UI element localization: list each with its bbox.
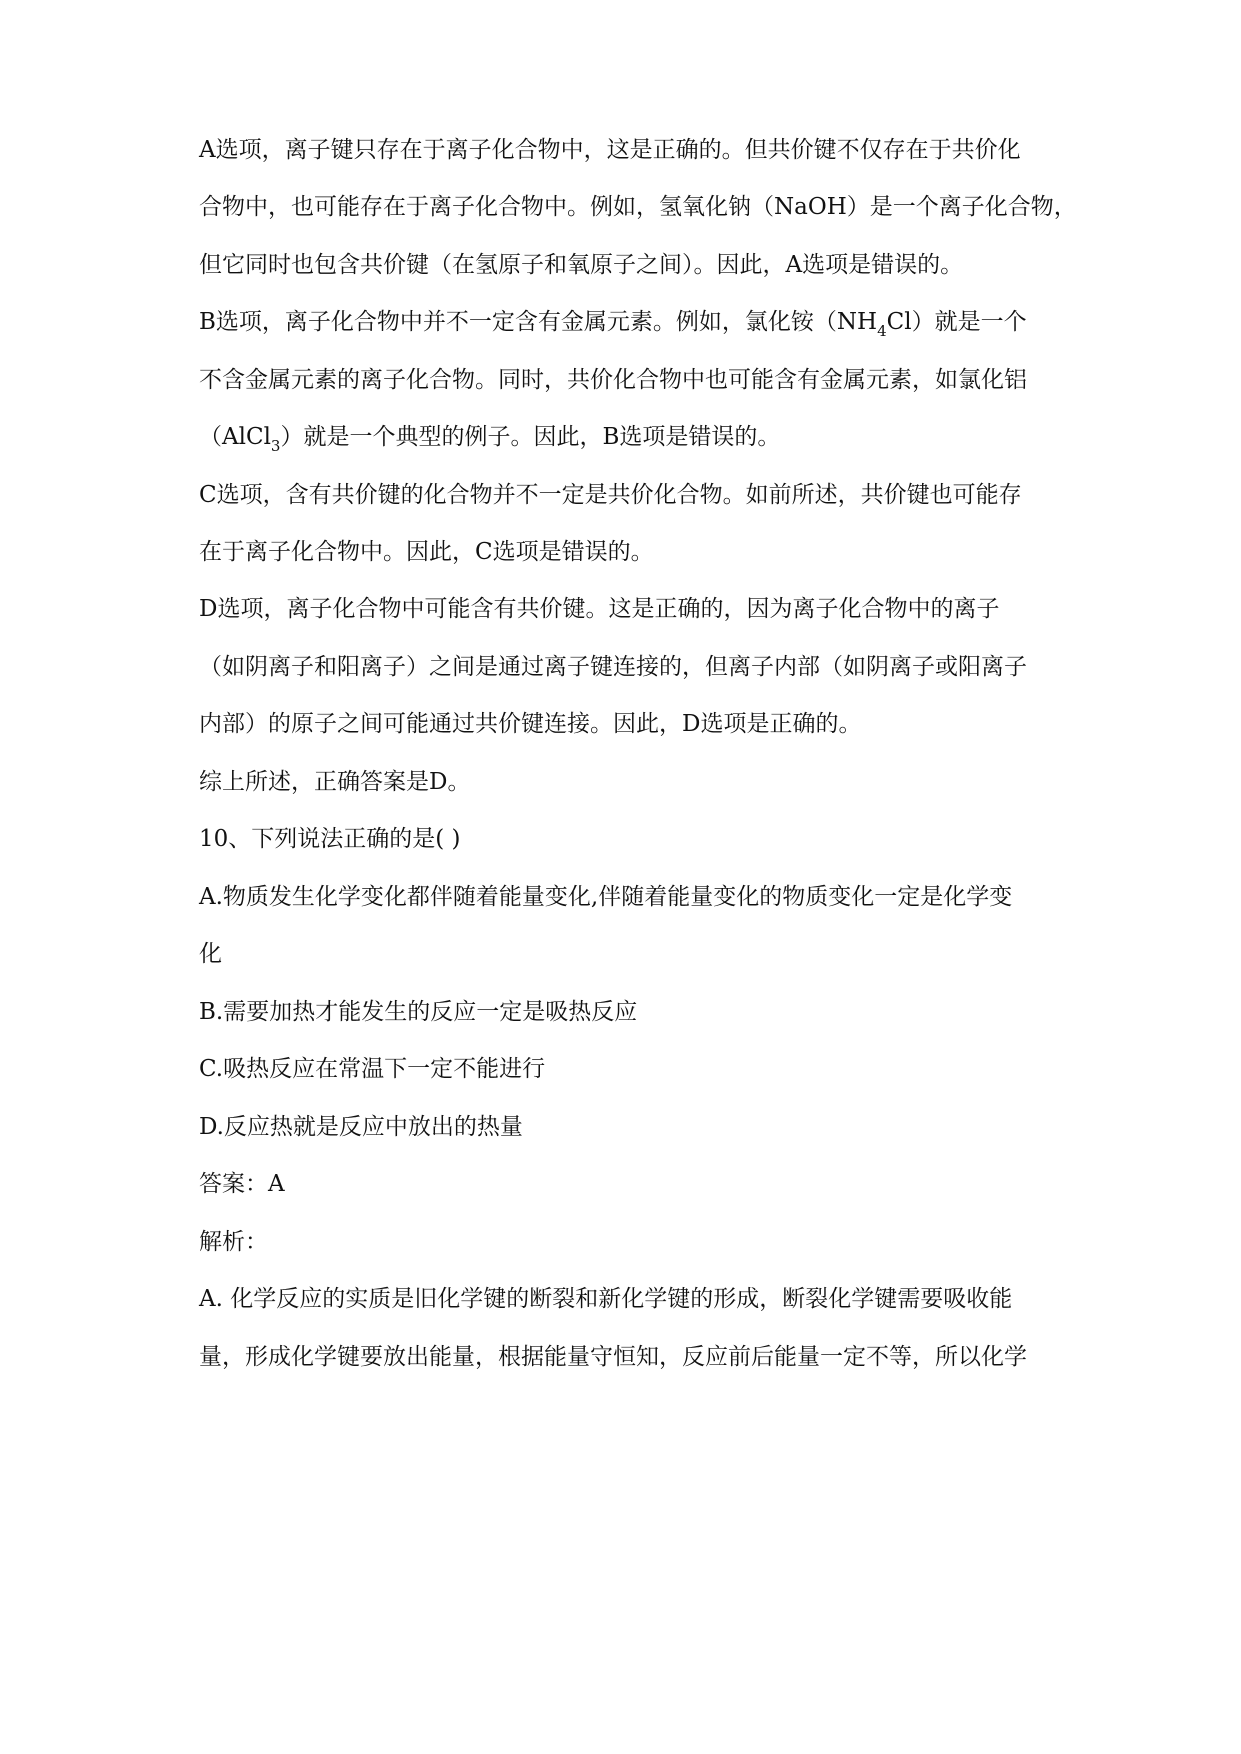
analysis-line-2: 量，形成化学键要放出能量，根据能量守恒知，反应前后能量一定不等，所以化学: [199, 1344, 1027, 1370]
paragraph-option-a-line-2: 合物中，也可能存在于离子化合物中。例如，氢氧化钠（NaOH）是一个离子化合物，: [199, 194, 1077, 220]
subscript: 3: [270, 437, 281, 455]
paragraph-option-a-line-3: 但它同时也包含共价键（在氢原子和氧原子之间）。因此，A选项是错误的。: [199, 252, 964, 278]
paragraph-option-b-line-3: [199, 421, 780, 462]
paragraph-option-d-line-2: （如阴离子和阳离子）之间是通过离子键连接的，但离子内部（如阴离子或阳离子: [199, 654, 1027, 680]
summary: 综上所述，正确答案是D。: [199, 769, 471, 795]
question-10-option-c: C.吸热反应在常温下一定不能进行: [199, 1056, 546, 1082]
text-segment: ）就是一个典型的例子。因此，B选项是错误的。: [280, 424, 781, 450]
subscript: 4: [877, 322, 887, 340]
paragraph-option-c-line-2: 在于离子化合物中。因此，C选项是错误的。: [199, 539, 654, 565]
paragraph-option-b-line-1: [199, 306, 1027, 347]
question-10-option-b: B.需要加热才能发生的反应一定是吸热反应: [199, 999, 638, 1025]
paragraph-option-a-line-1: A选项，离子键只存在于离子化合物中，这是正确的。但共价键不仅存在于共价化: [199, 137, 1021, 163]
paragraph-option-c-line-1: C选项，含有共价键的化合物并不一定是共价化合物。如前所述，共价键也可能存: [199, 482, 1022, 508]
text-segment: （AlCl: [199, 424, 271, 450]
paragraph-option-d-line-3: 内部）的原子之间可能通过共价键连接。因此，D选项是正确的。: [199, 711, 862, 737]
paragraph-option-b-line-2: 不含金属元素的离子化合物。同时，共价化合物中也可能含有金属元素，如氯化铝: [199, 367, 1027, 393]
analysis-line-1: A. 化学反应的实质是旧化学键的断裂和新化学键的形成，断裂化学键需要吸收能: [199, 1286, 1013, 1312]
text-segment: B选项，离子化合物中并不一定含有金属元素。例如，氯化铵（NH: [199, 309, 878, 335]
answer: 答案：A: [199, 1171, 285, 1197]
text-segment: Cl）就是一个: [886, 309, 1027, 335]
question-10-option-d: D.反应热就是反应中放出的热量: [199, 1114, 523, 1140]
paragraph-option-d-line-1: D选项，离子化合物中可能含有共价键。这是正确的，因为离子化合物中的离子: [199, 596, 1000, 622]
question-10-option-a-line-1: A.物质发生化学变化都伴随着能量变化,伴随着能量变化的物质变化一定是化学变: [199, 884, 1013, 910]
analysis-label: 解析：: [199, 1229, 268, 1255]
question-10-stem: 10、下列说法正确的是( ): [199, 826, 461, 852]
question-10-option-a-line-2: 化: [199, 941, 222, 967]
